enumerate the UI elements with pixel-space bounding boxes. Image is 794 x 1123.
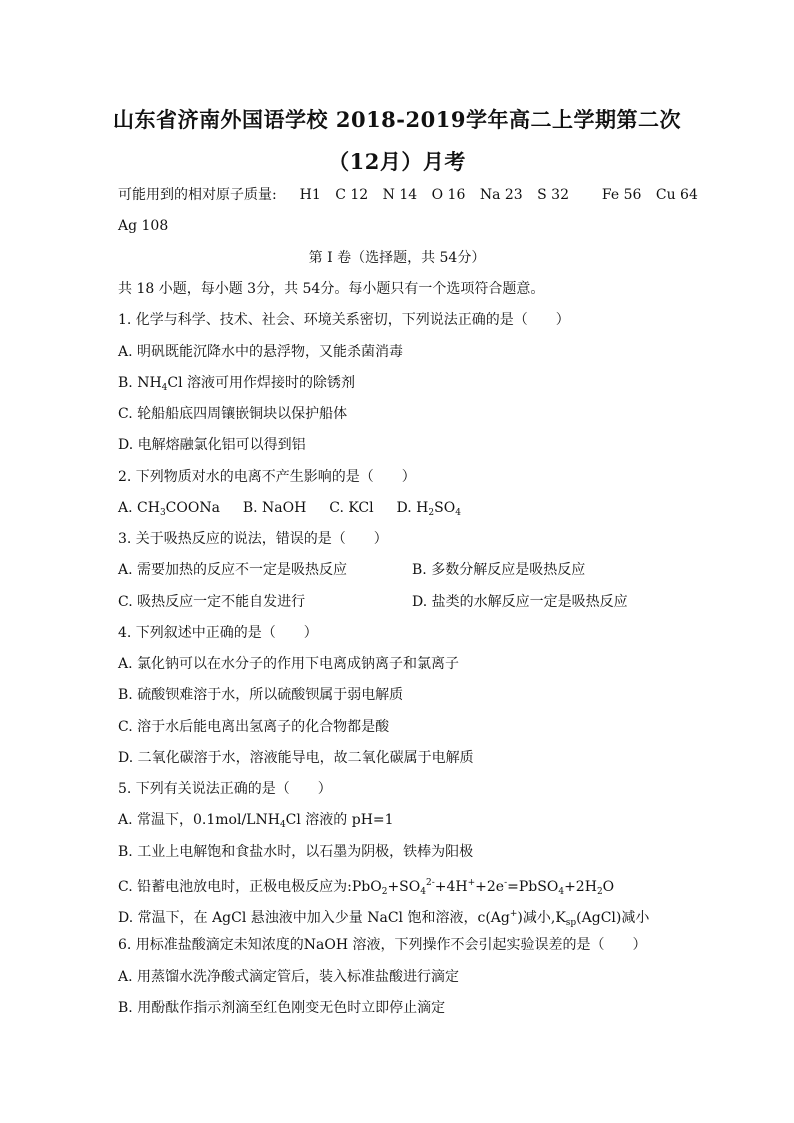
atomic-mass-item: O 16 — [431, 187, 466, 203]
q2-option-c: C. KCl — [329, 500, 374, 516]
q5-option-a: A. 常温下，$0.1mol/LNH_4Cl$ 溶液的 pH=1 — [118, 812, 394, 830]
q5-option-d: D. 常温下，在 AgCl 悬浊液中加入少量 NaCl 饱和溶液，c(Ag+)减小$,K_{sp}(AgCl)$减小 — [118, 909, 650, 928]
q2-option-a: A. $CH_3COONa$ — [118, 500, 220, 518]
section-instructions: 共 18 小题，每小题 3分，共 54分。每小题只有一个选项符合题意。 — [118, 281, 545, 297]
q4-option-a: A. 氯化钠可以在水分子的作用下电离成钠离子和氯离子 — [118, 656, 460, 672]
q1-option-b: B. $NH_4Cl$ 溶液可用作焊接时的除锈剂 — [118, 375, 356, 393]
q1-option-c: C. 轮船船底四周镶嵌铜块以保护船体 — [118, 406, 348, 422]
q3-option-d: D. 盐类的水解反应一定是吸热反应 — [412, 594, 628, 610]
q3-row2 — [118, 593, 678, 611]
section-title: 第 I 卷（选择题，共 54分） — [308, 250, 486, 266]
q5-option-b: B. 工业上电解饱和食盐水时，以石墨为阴极，铁棒为阳极 — [118, 844, 474, 860]
q2-options — [118, 499, 678, 522]
q3-option-c: C. 吸热反应一定不能自发进行 — [118, 594, 306, 610]
atomic-mass-item: S 32 — [537, 187, 569, 203]
atomic-mass-item: H1 — [299, 187, 321, 203]
q6-option-a: A. 用蒸馏水洗净酸式滴定管后，装入标准盐酸进行滴定 — [118, 969, 460, 985]
q1-option-a: A. 明矾既能沉降水中的悬浮物，又能杀菌消毒 — [118, 344, 404, 360]
q3-option-a: A. 需要加热的反应不一定是吸热反应 — [118, 562, 348, 578]
q1-stem: 1. 化学与科学、技术、社会、环境关系密切，下列说法正确的是（ ） — [118, 312, 570, 328]
atomic-mass-item: N 14 — [382, 187, 418, 203]
q4-option-d: D. 二氧化碳溶于水，溶液能导电，故二氧化碳属于电解质 — [118, 750, 474, 766]
q4-option-c: C. 溶于水后能电离出氢离子的化合物都是酸 — [118, 719, 390, 735]
atomic-mass-item: C 12 — [335, 187, 369, 203]
q3-stem: 3. 关于吸热反应的说法，错误的是（ ） — [118, 531, 388, 547]
q5-option-c: C. 铅蓄电池放电时，正极电极反应为$:PbO_2+SO_4^{2-}+4H^++2e^-=PbSO_4+2H_2O$ — [118, 878, 615, 897]
q4-stem: 4. 下列叙述中正确的是（ ） — [118, 625, 318, 641]
atomic-mass-item: Fe 56 — [601, 187, 642, 203]
atomic-mass-item: Na 23 — [479, 187, 523, 203]
q6-option-b: B. 用酚酞作指示剂滴至红色刚变无色时立即停止滴定 — [118, 1000, 446, 1016]
q4-option-b: B. 硫酸钡难溶于水，所以硫酸钡属于弱电解质 — [118, 687, 404, 703]
atomic-mass-item: Cu 64 — [655, 187, 698, 203]
q2-option-d: D. $H_2SO_4$ — [396, 500, 461, 518]
atomic-mass-continued: Ag 108 — [118, 218, 169, 234]
q5-stem: 5. 下列有关说法正确的是（ ） — [118, 781, 332, 797]
atomic-mass-label: 可能用到的相对原子质量: — [118, 187, 277, 203]
q3-option-b: B. 多数分解反应是吸热反应 — [412, 562, 586, 578]
q1-option-d: D. 电解熔融氯化铝可以得到铝 — [118, 437, 306, 453]
q2-stem: 2. 下列物质对水的电离不产生影响的是（ ） — [118, 469, 416, 485]
atomic-mass-line — [118, 186, 698, 204]
q6-stem: 6. 用标准盐酸滴定未知浓度的NaOH 溶液，下列操作不会引起实验误差的是（ ） — [118, 937, 647, 953]
q2-option-b: B. NaOH — [242, 500, 307, 516]
exam-title-line2: （12月）月考 — [328, 149, 466, 174]
exam-title-line1: 山东省济南外国语学校 2018-2019学年高二上学期第二次 — [113, 107, 681, 132]
q3-row1 — [118, 561, 678, 579]
